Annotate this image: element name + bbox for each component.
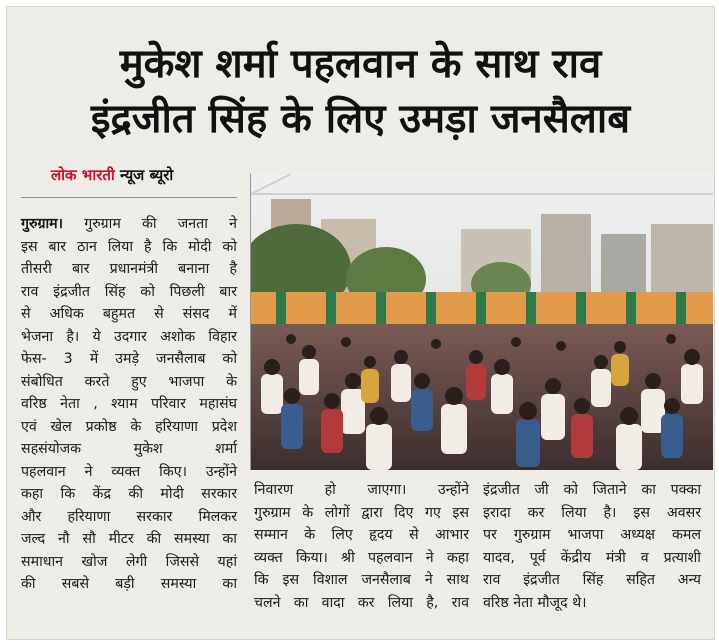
article-column-1	[21, 213, 237, 596]
article-line: चलने का वादा कर लिया है, राव	[254, 594, 469, 611]
article-line: वरिष्ठ नेता , श्याम परिवार महासंघ	[21, 396, 237, 412]
byline-bureau: न्यूज ब्यूरो	[114, 166, 174, 184]
article-line: पहलवान ने व्यक्त किए। उन्होंने	[21, 463, 237, 480]
article-line: जल्द नौ सौ मीटर की समस्या का	[21, 531, 237, 547]
article-line: और हरियाणा सरकार मिलकर	[21, 508, 237, 525]
article-line: सम्मान के लिए हृदय से आभार	[254, 527, 469, 543]
article-line: गुरुग्राम के लोगों द्वारा दिए गए इस	[254, 504, 469, 521]
article-line: इरादा कर लिया है। इस अवसर	[483, 504, 701, 521]
crowd-photo-illustration	[251, 174, 713, 470]
article-line: राव इंद्रजीत सिंह को पिछली बार	[21, 283, 237, 300]
article-line: यादव, पूर्व केंद्रीय मंत्री व प्रत्याशी	[483, 549, 701, 566]
crowd-rally-photo	[250, 174, 713, 470]
article-line: व्यक्त किया। श्री पहलवान ने कहा	[254, 549, 469, 566]
article-line: निवारण हो जाएगा। उन्होंने	[254, 482, 469, 498]
article-line: इस बार ठान लिया है कि मोदी को	[21, 238, 237, 255]
headline-line-2: इंद्रजीत सिंह के लिए उमड़ा जनसैलाब	[90, 96, 631, 142]
article-line	[21, 213, 237, 236]
article-line: कि इस विशाल जनसैलाब ने साथ	[254, 572, 469, 588]
article-line: राव इंद्रजीत सिंह सहित अन्य	[483, 572, 701, 588]
byline-brand: लोक भारती	[51, 166, 115, 184]
byline-divider	[21, 197, 237, 198]
article-column-3	[483, 479, 701, 614]
article-line: कहा कि केंद्र की मोदी सरकार	[21, 486, 237, 502]
article-line: फेस- 3 में उमड़े जनसैलाब को	[21, 351, 237, 367]
article-column-2	[254, 479, 469, 614]
article-line: तीसरी बार प्रधानमंत्री बनाना है	[21, 261, 237, 277]
headline	[7, 37, 714, 147]
article-line: इंद्रजीत जी को जिताने का पक्का	[483, 482, 701, 498]
article-line: सहसंयोजक मुकेश शर्मा	[21, 441, 237, 457]
article-line: पर गुरुग्राम भाजपा अध्यक्ष कमल	[483, 527, 701, 543]
article-line: वरिष्ठ नेता मौजूद थे।	[483, 594, 587, 611]
article-line: समाधान खोज लेगी जिससे यहां	[21, 553, 237, 570]
article-line: भेजना है। ये उदगार अशोक विहार	[21, 328, 237, 345]
article-line-text: गुरुग्राम की जनता ने	[63, 216, 237, 232]
article-dateline: गुरुग्राम।	[21, 216, 64, 232]
article-line: संबोधित करते हुए भाजपा के	[21, 373, 237, 390]
article-line: एवं खेल प्रकोष्ठ के हरियाणा प्रदेश	[21, 418, 237, 435]
article-line: की सबसे बड़ी समस्या का	[21, 576, 237, 592]
byline	[51, 165, 173, 185]
article-line: से अधिक बहुमत से संसद में	[21, 306, 237, 322]
headline-line-1: मुकेश शर्मा पहलवान के साथ राव	[119, 41, 602, 87]
newspaper-clipping	[6, 6, 715, 640]
